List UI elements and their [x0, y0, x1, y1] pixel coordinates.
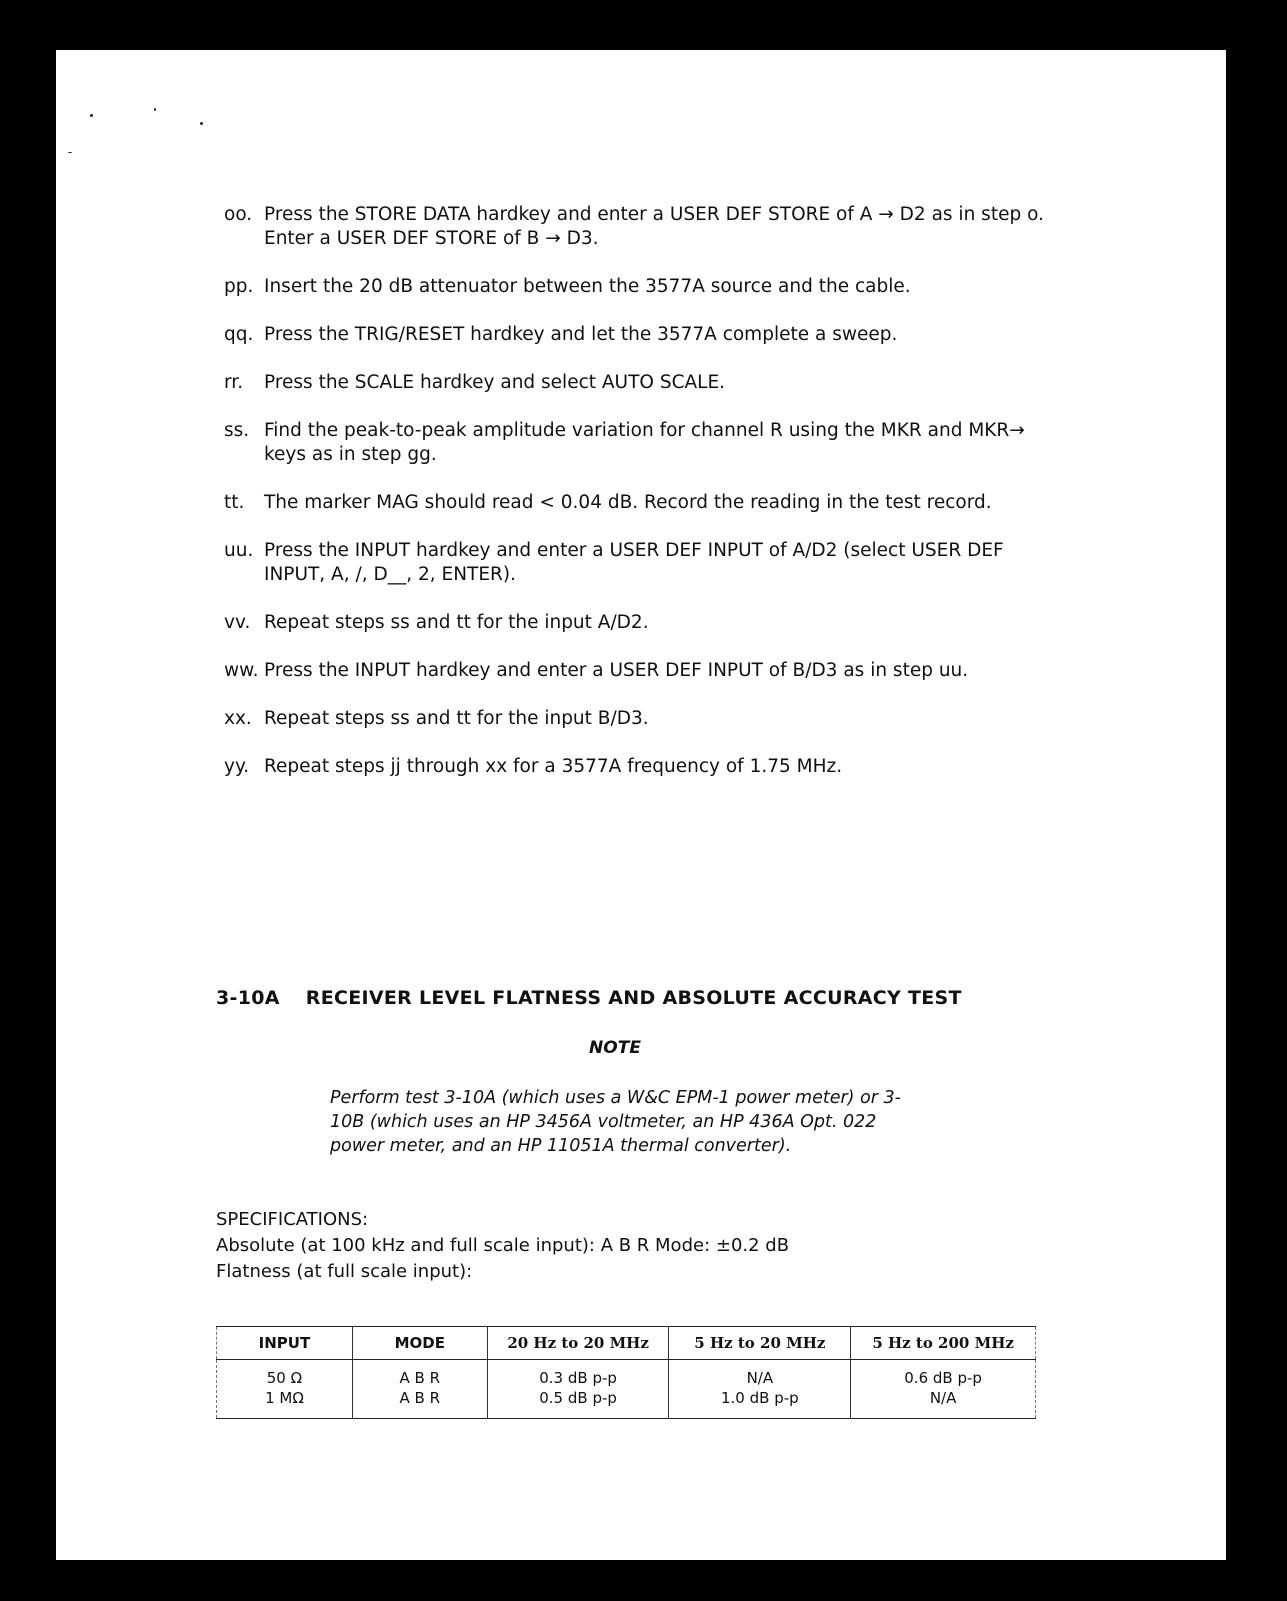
step-ss	[224, 419, 1044, 467]
mode-cell	[352, 1360, 487, 1419]
header-input: INPUT	[217, 1327, 353, 1360]
step-tt	[224, 491, 1044, 515]
range-5hz-200mhz-cell	[851, 1360, 1036, 1419]
table-cell: 0.5 dB p-p	[539, 1389, 617, 1407]
section-number: 3-10A	[216, 987, 280, 1009]
scan-speck	[154, 108, 156, 111]
step-text: The marker MAG should read < 0.04 dB. Record the reading in the test record.	[264, 492, 992, 513]
flatness-spec: Flatness (at full scale input):	[216, 1261, 473, 1282]
step-label: yy.	[224, 756, 250, 777]
header-5hz-20mhz: 5 Hz to 20 MHz	[669, 1327, 851, 1360]
step-text: Press the TRIG/RESET hardkey and let the 3577A complete a sweep.	[264, 324, 898, 345]
step-ww	[224, 659, 1044, 683]
scan-speck	[68, 152, 72, 153]
step-text: Press the INPUT hardkey and enter a USER DEF INPUT of A/D2 (select USER DEF INPUT, A, /, D__, 2, ENTER).	[264, 540, 1004, 585]
step-label: ss.	[224, 420, 250, 441]
note-text: Perform test 3-10A (which uses a W&C EPM-1 power meter) or 3-10B (which uses an HP 3456A voltmeter, an HP 436A Opt. 022 power meter, and an HP 11051A thermal converter).	[330, 1088, 901, 1156]
step-label: pp.	[224, 276, 254, 297]
step-label: qq.	[224, 324, 254, 345]
table-cell: N/A	[746, 1369, 774, 1387]
step-uu	[224, 539, 1044, 587]
step-yy	[224, 755, 1044, 779]
step-text: Insert the 20 dB attenuator between the 3577A source and the cable.	[264, 276, 911, 297]
flatness-spec-table	[216, 1326, 1036, 1419]
header-mode: MODE	[352, 1327, 487, 1360]
step-label: xx.	[224, 708, 252, 729]
header-5hz-200mhz: 5 Hz to 200 MHz	[851, 1327, 1036, 1360]
scan-speck	[200, 122, 203, 125]
table-cell: 0.3 dB p-p	[539, 1369, 617, 1387]
table-header-row	[217, 1327, 1036, 1360]
specifications-block	[216, 1207, 1016, 1285]
step-text: Repeat steps ss and tt for the input A/D2.	[264, 612, 649, 633]
table-cell: 0.6 dB p-p	[904, 1369, 982, 1387]
table-cell: 1 MΩ	[265, 1389, 304, 1407]
range-5hz-20mhz-cell	[669, 1360, 851, 1419]
table-row	[217, 1360, 1036, 1419]
step-label: uu.	[224, 540, 254, 561]
section-title-text: RECEIVER LEVEL FLATNESS AND ABSOLUTE ACCURACY TEST	[305, 987, 962, 1009]
table-cell: A B R	[399, 1389, 441, 1407]
scan-speck	[90, 114, 93, 117]
step-text: Press the INPUT hardkey and enter a USER DEF INPUT of B/D3 as in step uu.	[264, 660, 969, 681]
step-vv	[224, 611, 1044, 635]
range-20hz-20mhz-cell	[487, 1360, 669, 1419]
table-cell: N/A	[929, 1389, 957, 1407]
step-label: tt.	[224, 492, 245, 513]
step-oo	[224, 203, 1044, 251]
step-label: oo.	[224, 204, 253, 225]
section-heading	[216, 987, 1056, 1009]
note-heading: NOTE	[589, 1038, 641, 1058]
procedure-steps	[224, 203, 1044, 803]
step-rr	[224, 371, 1044, 395]
step-text: Repeat steps jj through xx for a 3577A frequency of 1.75 MHz.	[264, 756, 843, 777]
step-qq	[224, 323, 1044, 347]
table-cell: 50 Ω	[266, 1369, 303, 1387]
step-text: Repeat steps ss and tt for the input B/D3.	[264, 708, 649, 729]
input-cell	[217, 1360, 353, 1419]
step-label: vv.	[224, 612, 251, 633]
step-label: rr.	[224, 372, 244, 393]
specifications-heading: SPECIFICATIONS:	[216, 1209, 369, 1230]
step-pp	[224, 275, 1044, 299]
table-cell: A B R	[399, 1369, 441, 1387]
header-20hz-20mhz: 20 Hz to 20 MHz	[487, 1327, 669, 1360]
step-text: Press the SCALE hardkey and select AUTO SCALE.	[264, 372, 726, 393]
step-text: Press the STORE DATA hardkey and enter a USER DEF STORE of A → D2 as in step o. Enter a USER DEF STORE of B → D3.	[264, 204, 1044, 249]
step-label: ww.	[224, 660, 259, 681]
step-text: Find the peak-to-peak amplitude variation for channel R using the MKR and MKR→ keys as in step gg.	[264, 420, 1025, 465]
table-cell: 1.0 dB p-p	[721, 1389, 799, 1407]
absolute-spec: Absolute (at 100 kHz and full scale input): A B R Mode: ±0.2 dB	[216, 1235, 790, 1256]
step-xx	[224, 707, 1044, 731]
